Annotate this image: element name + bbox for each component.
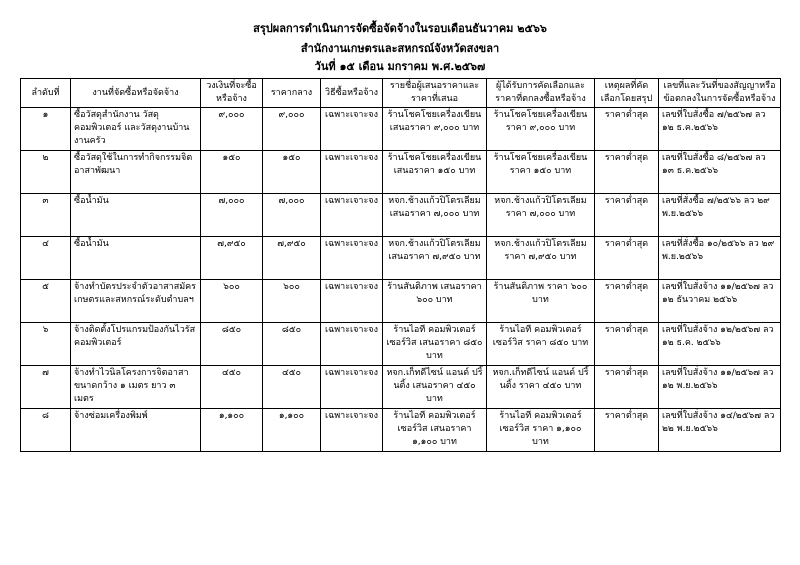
cell-bidders: ร้านสันติภาพ เสนอราคา ๖๐๐ บาท xyxy=(383,280,487,323)
cell-median-price: ๖๐๐ xyxy=(263,280,321,323)
table-row xyxy=(21,108,781,151)
header-reason: เหตุผลที่คัดเลือกโดยสรุป xyxy=(595,79,659,108)
cell-contract: เลขที่สั่งซื้อ ๑๐/๒๕๖๖ ลว ๒๙ พ.ย.๒๕๖๖ xyxy=(659,237,781,280)
cell-bidders: ร้านไอที คอมพิวเตอร์ เซอร์วิส เสนอราคา ๘๕๐ บาท xyxy=(383,323,487,366)
cell-bidders: ร้านโชคโชยเครื่องเขียน เสนอราคา ๑๕๐ บาท xyxy=(383,151,487,194)
cell-item: จ้างทำบัตรประจำตัวอาสาสมัครเกษตรและสหกรณ์ระดับตำบลฯ xyxy=(71,280,201,323)
header-budget: วงเงินที่จะซื้อหรือจ้าง xyxy=(201,79,263,108)
header-median-price: ราคากลาง xyxy=(263,79,321,108)
cell-item: จ้างทำไวนิลโครงการจิตอาสา ขนาดกว้าง ๑ เมตร ยาว ๓ เมตร xyxy=(71,366,201,409)
cell-reason: ราคาต่ำสุด xyxy=(595,194,659,237)
cell-budget: ๙,๐๐๐ xyxy=(201,108,263,151)
cell-no: ๖ xyxy=(21,323,71,366)
table-header-row xyxy=(21,79,781,108)
header-selected: ผู้ได้รับการคัดเลือกและราคาที่ตกลงซื้อหรือจ้าง xyxy=(487,79,595,108)
cell-budget: ๔๕๐ xyxy=(201,366,263,409)
table-row xyxy=(21,194,781,237)
document-date: วันที่ ๑๕ เดือน มกราคม พ.ศ.๒๕๖๗ xyxy=(314,60,486,73)
cell-selected: หจก.เก็ทดีไซน์ แอนด์ ปริ้นติ้ง ราคา ๔๕๐ บาท xyxy=(487,366,595,409)
header-method: วิธีซื้อหรือจ้าง xyxy=(321,79,383,108)
header-no: ลำดับที่ xyxy=(21,79,71,108)
cell-no: ๔ xyxy=(21,237,71,280)
cell-bidders: ร้านไอที คอมพิวเตอร์ เซอร์วิส เสนอราคา ๑,๑๐๐ บาท xyxy=(383,409,487,452)
cell-reason: ราคาต่ำสุด xyxy=(595,151,659,194)
header-contract: เลขที่และวันที่ของสัญญาหรือข้อตกลงในการจัดซื้อหรือจ้าง xyxy=(659,79,781,108)
cell-budget: ๑๕๐ xyxy=(201,151,263,194)
cell-median-price: ๑๕๐ xyxy=(263,151,321,194)
table-row xyxy=(21,280,781,323)
cell-item: จ้างติดตั้งโปรแกรมป้องกันไวรัสคอมพิวเตอร์ xyxy=(71,323,201,366)
cell-contract: เลขที่ใบสั่งจ้าง ๑๔/๒๕๖๗ ลว ๒๒ พ.ย.๒๕๖๖ xyxy=(659,409,781,452)
cell-median-price: ๘๕๐ xyxy=(263,323,321,366)
cell-method: เฉพาะเจาะจง xyxy=(321,237,383,280)
cell-median-price: ๗,๐๐๐ xyxy=(263,194,321,237)
cell-budget: ๘๕๐ xyxy=(201,323,263,366)
cell-method: เฉพาะเจาะจง xyxy=(321,366,383,409)
cell-contract: เลขที่ใบสั่งซื้อ ๘/๒๕๖๗ ลว ๑๓ ธ.ค.๒๕๖๖ xyxy=(659,151,781,194)
table-row xyxy=(21,151,781,194)
table-row xyxy=(21,366,781,409)
cell-reason: ราคาต่ำสุด xyxy=(595,280,659,323)
cell-method: เฉพาะเจาะจง xyxy=(321,323,383,366)
cell-selected: หจก.ช้างแก้วปิโตรเลียม ราคา ๗,๙๕๐ บาท xyxy=(487,237,595,280)
cell-budget: ๑,๑๐๐ xyxy=(201,409,263,452)
cell-selected: หจก.ช้างแก้วปิโตรเลียม ราคา ๗,๐๐๐ บาท xyxy=(487,194,595,237)
cell-item: ซื้อวัสดุสำนักงาน วัสดุคอมพิวเตอร์ และวัสดุงานบ้านงานครัว xyxy=(71,108,201,151)
procurement-table xyxy=(20,78,781,452)
cell-item: ซื้อน้ำมัน xyxy=(71,237,201,280)
cell-no: ๘ xyxy=(21,409,71,452)
cell-no: ๒ xyxy=(21,151,71,194)
cell-no: ๗ xyxy=(21,366,71,409)
table-row xyxy=(21,237,781,280)
cell-reason: ราคาต่ำสุด xyxy=(595,108,659,151)
table-row xyxy=(21,409,781,452)
office-name: สำนักงานเกษตรและสหกรณ์จังหวัดสงขลา xyxy=(300,42,500,55)
cell-median-price: ๔๕๐ xyxy=(263,366,321,409)
cell-contract: เลขที่ใบสั่งจ้าง ๑๑/๒๕๖๗ ลว ๑๒ ธันวาคม ๒๕๖๖ xyxy=(659,280,781,323)
cell-reason: ราคาต่ำสุด xyxy=(595,237,659,280)
cell-selected: ร้านโชคโชยเครื่องเขียน ราคา ๑๕๐ บาท xyxy=(487,151,595,194)
table-row xyxy=(21,323,781,366)
cell-no: ๑ xyxy=(21,108,71,151)
cell-budget: ๗,๐๐๐ xyxy=(201,194,263,237)
cell-selected: ร้านไอที คอมพิวเตอร์ เซอร์วิส ราคา ๑,๑๐๐ บาท xyxy=(487,409,595,452)
cell-contract: เลขที่สั่งซื้อ ๗/๒๕๖๖ ลว ๒๙ พ.ย.๒๕๖๖ xyxy=(659,194,781,237)
cell-contract: เลขที่ใบสั่งจ้าง ๑๑/๒๕๖๗ ลว ๑๒ พ.ย.๒๕๖๖ xyxy=(659,366,781,409)
cell-contract: เลขที่ใบสั่งจ้าง ๑๒/๒๕๖๗ ลว ๑๒ ธ.ค. ๒๕๖๖ xyxy=(659,323,781,366)
cell-item: ซื้อน้ำมัน xyxy=(71,194,201,237)
cell-median-price: ๙,๐๐๐ xyxy=(263,108,321,151)
cell-method: เฉพาะเจาะจง xyxy=(321,280,383,323)
cell-bidders: หจก.ช้างแก้วปิโตรเลียม เสนอราคา ๗,๙๕๐ บาท xyxy=(383,237,487,280)
cell-median-price: ๑,๑๐๐ xyxy=(263,409,321,452)
cell-method: เฉพาะเจาะจง xyxy=(321,409,383,452)
cell-method: เฉพาะเจาะจง xyxy=(321,194,383,237)
header-item: งานที่จัดซื้อหรือจัดจ้าง xyxy=(71,79,201,108)
cell-median-price: ๗,๙๕๐ xyxy=(263,237,321,280)
cell-bidders: ร้านโชคโชยเครื่องเขียน เสนอราคา ๙,๐๐๐ บาท xyxy=(383,108,487,151)
cell-contract: เลขที่ใบสั่งซื้อ ๗/๒๕๖๗ ลว ๑๒ ธ.ค.๒๕๖๖ xyxy=(659,108,781,151)
cell-reason: ราคาต่ำสุด xyxy=(595,366,659,409)
cell-selected: ร้านสันติภาพ ราคา ๖๐๐ บาท xyxy=(487,280,595,323)
cell-reason: ราคาต่ำสุด xyxy=(595,409,659,452)
cell-selected: ร้านไอที คอมพิวเตอร์ เซอร์วิส ราคา ๘๕๐ บาท xyxy=(487,323,595,366)
cell-reason: ราคาต่ำสุด xyxy=(595,323,659,366)
header-bidders: รายชื่อผู้เสนอราคาและราคาที่เสนอ xyxy=(383,79,487,108)
cell-no: ๕ xyxy=(21,280,71,323)
cell-no: ๓ xyxy=(21,194,71,237)
cell-budget: ๗,๙๕๐ xyxy=(201,237,263,280)
cell-item: ซื้อวัสดุใช้ในการทำกิจกรรมจิตอาสาพัฒนา xyxy=(71,151,201,194)
cell-method: เฉพาะเจาะจง xyxy=(321,108,383,151)
cell-budget: ๖๐๐ xyxy=(201,280,263,323)
cell-bidders: หจก.เก็ทดีไซน์ แอนด์ ปริ้นติ้ง เสนอราคา ๔๕๐ บาท xyxy=(383,366,487,409)
cell-item: จ้างซ่อมเครื่องพิมพ์ xyxy=(71,409,201,452)
cell-selected: ร้านโชคโชยเครื่องเขียน ราคา ๙,๐๐๐ บาท xyxy=(487,108,595,151)
cell-bidders: หจก.ช้างแก้วปิโตรเลียม เสนอราคา ๗,๐๐๐ บาท xyxy=(383,194,487,237)
document-title: สรุปผลการดำเนินการจัดซื้อจัดจ้างในรอบเดือนธันวาคม ๒๕๖๖ xyxy=(253,22,547,35)
cell-method: เฉพาะเจาะจง xyxy=(321,151,383,194)
